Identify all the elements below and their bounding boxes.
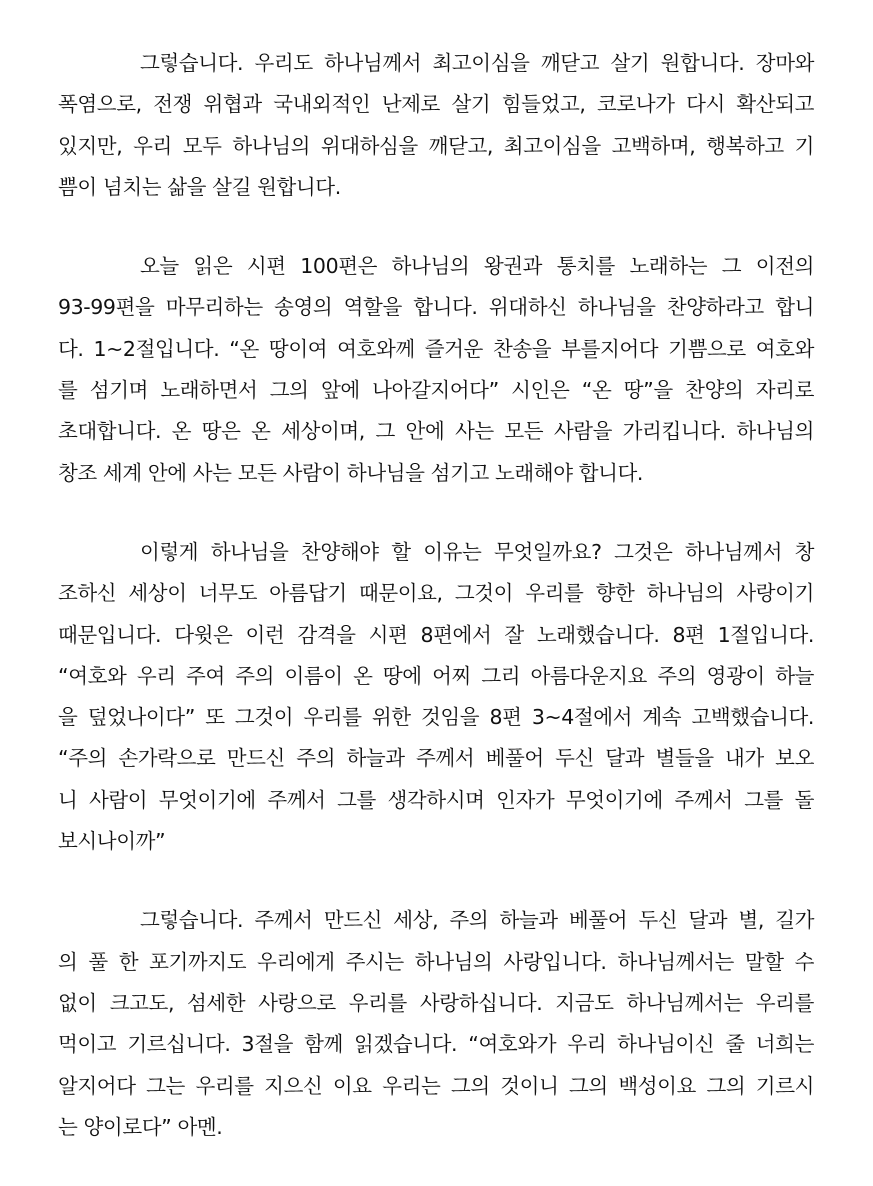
paragraph-1 bbox=[58, 43, 814, 208]
paragraph-line: 초대합니다. 온 땅은 온 세상이며, 그 안에 사는 모든 사람을 가리킵니다. 하나님의 bbox=[58, 419, 814, 444]
paragraph-4 bbox=[58, 900, 814, 1148]
paragraph-line: 때문입니다. 다윗은 이런 감격을 시편 8편에서 잘 노래했습니다. 8편 1절입니다. bbox=[58, 622, 814, 647]
paragraph-line: 없이 크고도, 섬세한 사랑으로 우리를 사랑하십니다. 지금도 하나님께서는 우리를 bbox=[58, 990, 814, 1015]
paragraph-line: 있지만, 우리 모두 하나님의 위대하심을 깨닫고, 최고이심을 고백하며, 행복하고 기 bbox=[58, 133, 814, 158]
paragraph-line: 오늘 읽은 시편 100편은 하나님의 왕권과 통치를 노래하는 그 이전의 bbox=[140, 254, 814, 279]
paragraph-line: “주의 손가락으로 만드신 주의 하늘과 주께서 베풀어 두신 달과 별들을 내가 보오 bbox=[58, 746, 814, 771]
paragraph-line: 폭염으로, 전쟁 위협과 국내외적인 난제로 살기 힘들었고, 코로나가 다시 확산되고 bbox=[58, 92, 814, 117]
paragraph-line: “여호와 우리 주여 주의 이름이 온 땅에 어찌 그리 아름다운지요 주의 영광이 하늘 bbox=[58, 663, 814, 688]
paragraph-line: 을 덮었나이다” 또 그것이 우리를 위한 것임을 8편 3~4절에서 계속 고백했습니다. bbox=[58, 705, 814, 730]
paragraph-line: 쁨이 넘치는 삶을 살길 원합니다. bbox=[58, 174, 341, 199]
paragraph-line: 그렇습니다. 우리도 하나님께서 최고이심을 깨닫고 살기 원합니다. 장마와 bbox=[140, 51, 814, 75]
paragraph-line: 니 사람이 무엇이기에 주께서 그를 생각하시며 인자가 무엇이기에 주께서 그를 돌 bbox=[58, 787, 814, 812]
paragraph-line: 조하신 세상이 너무도 아름답기 때문이요, 그것이 우리를 향한 하나님의 사랑이기 bbox=[58, 581, 814, 606]
document-body bbox=[58, 43, 814, 1186]
paragraph-line: 를 섬기며 노래하면서 그의 앞에 나아갈지어다” 시인은 “온 땅”을 찬양의 자리로 bbox=[58, 378, 814, 403]
paragraph-line: 그렇습니다. 주께서 만드신 세상, 주의 하늘과 베풀어 두신 달과 별, 길가 bbox=[140, 908, 814, 933]
paragraph-line: 93-99편을 마무리하는 송영의 역할을 합니다. 위대하신 하나님을 찬양하라고 합니 bbox=[58, 295, 814, 320]
paragraph-line: 먹이고 기르십니다. 3절을 함께 읽겠습니다. “여호와가 우리 하나님이신 줄 너희는 bbox=[58, 1032, 814, 1057]
paragraph-3 bbox=[58, 532, 814, 862]
paragraph-line: 의 풀 한 포기까지도 우리에게 주시는 하나님의 사랑입니다. 하나님께서는 말할 수 bbox=[58, 949, 814, 974]
paragraph-2 bbox=[58, 246, 814, 494]
paragraph-line: 다. 1~2절입니다. “온 땅이여 여호와께 즐거운 찬송을 부를지어다 기쁨으로 여호와 bbox=[58, 336, 814, 361]
paragraph-line: 이렇게 하나님을 찬양해야 할 이유는 무엇일까요? 그것은 하나님께서 창 bbox=[140, 539, 814, 564]
paragraph-line: 창조 세계 안에 사는 모든 사람이 하나님을 섬기고 노래해야 합니다. bbox=[58, 460, 644, 485]
paragraph-line: 보시나이까” bbox=[58, 829, 166, 854]
paragraph-line: 알지어다 그는 우리를 지으신 이요 우리는 그의 것이니 그의 백성이요 그의 기르시 bbox=[58, 1073, 814, 1098]
paragraph-line: 는 양이로다” 아멘. bbox=[58, 1114, 223, 1139]
